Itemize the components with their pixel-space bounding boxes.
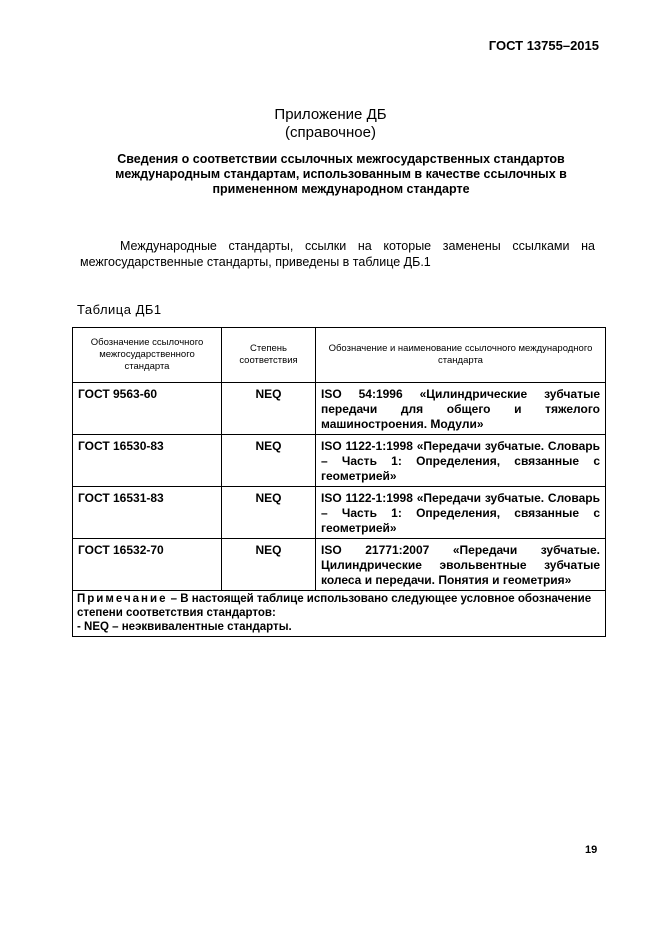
cell-international: ISO 1122-1:1998 «Передачи зубчатые. Словарь – Часть 1: Определения, связанные с геометрией» xyxy=(316,487,606,539)
cell-degree: NEQ xyxy=(222,435,316,487)
cell-degree: NEQ xyxy=(222,539,316,591)
section-heading xyxy=(85,152,597,197)
table-header-row xyxy=(73,328,606,383)
table-note xyxy=(73,591,606,637)
cell-standard: ГОСТ 16532-70 xyxy=(73,539,222,591)
appendix-title: Приложение ДБ xyxy=(274,106,387,123)
note-item: - NEQ – неэквивалентные стандарты. xyxy=(77,621,292,633)
cell-standard: ГОСТ 9563-60 xyxy=(73,383,222,435)
heading-line: международным стандартам, использованным в качестве ссылочных в xyxy=(115,167,567,181)
table-row xyxy=(73,487,606,539)
cell-degree: NEQ xyxy=(222,383,316,435)
correspondence-table xyxy=(72,327,606,637)
header-degree: Степень соответствия xyxy=(222,328,316,383)
heading-line: Сведения о соответствии ссылочных межгосударственных стандартов xyxy=(117,152,565,166)
cell-standard: ГОСТ 16530-83 xyxy=(73,435,222,487)
note-text: – В настоящей таблице использовано следующее условное обозначение степени соответствия стандартов: xyxy=(77,593,592,619)
table-row xyxy=(73,539,606,591)
appendix-subtitle: (справочное) xyxy=(285,124,376,141)
cell-international: ISO 54:1996 «Цилиндрические зубчатые передачи для общего и тяжелого машиностроения. Модули» xyxy=(316,383,606,435)
header-international: Обозначение и наименование ссылочного международного стандарта xyxy=(316,328,606,383)
cell-international: ISO 1122-1:1998 «Передачи зубчатые. Словарь – Часть 1: Определения, связанные с геометрией» xyxy=(316,435,606,487)
table-row xyxy=(73,383,606,435)
document-code: ГОСТ 13755–2015 xyxy=(488,38,599,53)
table-caption: Таблица ДБ1 xyxy=(77,302,162,317)
cell-degree: NEQ xyxy=(222,487,316,539)
intro-paragraph xyxy=(80,238,595,270)
table-row xyxy=(73,435,606,487)
intro-text: Международные стандарты, ссылки на которые заменены ссылками на межгосударственные стандарты, приведены в таблице ДБ.1 xyxy=(80,239,595,269)
page-number: 19 xyxy=(585,844,598,856)
cell-standard: ГОСТ 16531-83 xyxy=(73,487,222,539)
header-standard: Обозначение ссылочного межгосударственного стандарта xyxy=(73,328,222,383)
cell-international: ISO 21771:2007 «Передачи зубчатые. Цилиндрические эвольвентные зубчатые колеса и передачи. Понятия и геометрия» xyxy=(316,539,606,591)
table-note-row xyxy=(73,591,606,637)
heading-line: примененном международном стандарте xyxy=(212,182,470,196)
note-lead: Примечание xyxy=(77,593,168,605)
